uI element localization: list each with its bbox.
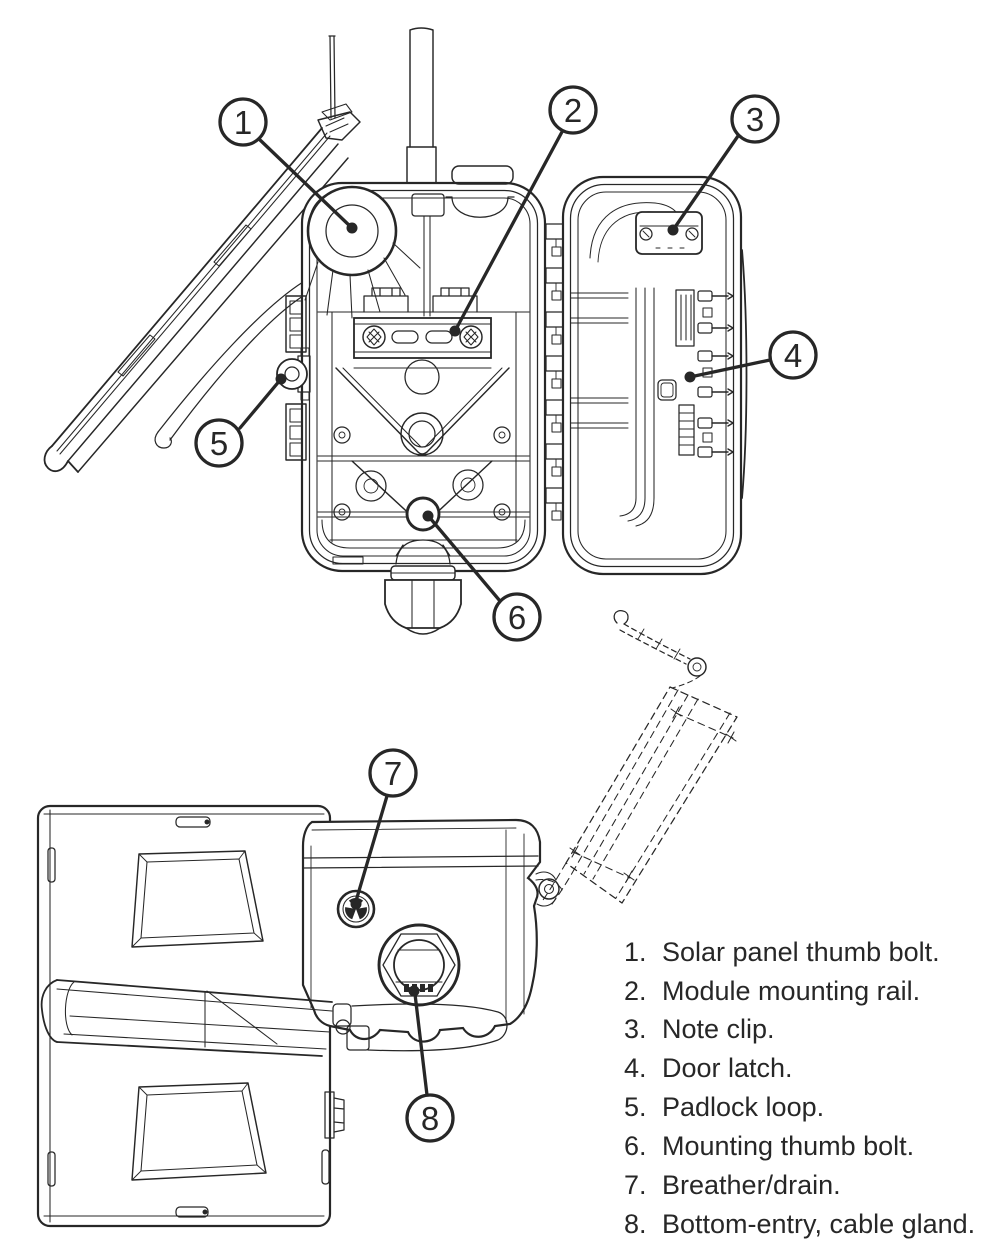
callout-2-number: 2 [563, 92, 583, 129]
callout-1-number: 1 [233, 104, 253, 141]
legend-item-5-label: Padlock loop. [662, 1092, 825, 1122]
callout-3-marker [732, 96, 778, 142]
callout-3-number: 3 [745, 101, 765, 138]
callout-8-marker [407, 1095, 453, 1141]
legend-item [624, 1053, 793, 1083]
panel-antenna [329, 36, 335, 118]
legend-item-6-label: Mounting thumb bolt. [662, 1131, 915, 1161]
callout-4-number: 4 [783, 337, 803, 374]
callout-6-number: 6 [507, 599, 527, 636]
callout-6-marker [494, 594, 540, 640]
callout-4-marker [770, 332, 816, 378]
legend-item-1-label: Solar panel thumb bolt. [662, 937, 940, 967]
callout-7-marker [370, 750, 416, 796]
legend-item-6-number: 6. [624, 1131, 647, 1161]
legend-item [624, 976, 920, 1006]
panel-support-arm [158, 282, 303, 432]
top-figure [45, 28, 747, 634]
callout-5-marker [196, 420, 242, 466]
legend [624, 937, 975, 1239]
callout-7-number: 7 [383, 755, 403, 792]
legend-item-8-label: Bottom-entry, cable gland. [662, 1209, 976, 1239]
legend-item-8-number: 8. [624, 1209, 647, 1239]
callout-5-number: 5 [209, 425, 229, 462]
door-dashed-outline [536, 687, 737, 904]
legend-item [624, 1170, 841, 1200]
legend-item-2-label: Module mounting rail. [662, 976, 921, 1006]
legend-item-1-number: 1. [624, 937, 647, 967]
legend-item-4-number: 4. [624, 1053, 647, 1083]
legend-item-7-number: 7. [624, 1170, 647, 1200]
top-bump [452, 166, 513, 184]
callout-2-marker [550, 87, 596, 133]
enclosure-bottom-view [303, 820, 559, 1042]
cable-gland-bottom [385, 566, 461, 634]
legend-item [624, 1092, 824, 1122]
legend-item-7-label: Breather/drain. [662, 1170, 841, 1200]
panel-slot-mark [118, 335, 155, 376]
strap [614, 611, 706, 688]
callout-1-marker [220, 99, 266, 145]
legend-item-3-label: Note clip. [662, 1014, 775, 1044]
legend-item-2-number: 2. [624, 976, 647, 1006]
legend-item-3-number: 3. [624, 1014, 647, 1044]
legend-item-5-number: 5. [624, 1092, 647, 1122]
callout-8-number: 8 [420, 1100, 440, 1137]
solar-panel-back-view [38, 806, 344, 1226]
enclosure-front-open [302, 166, 545, 571]
enclosure-door-open [563, 177, 747, 574]
legend-item-4-label: Door latch. [662, 1053, 793, 1083]
legend-item [624, 1209, 975, 1239]
antenna [402, 28, 441, 185]
legend-item [624, 937, 940, 967]
legend-item [624, 1014, 775, 1044]
legend-item [624, 1131, 914, 1161]
door-hinge-boss [536, 872, 559, 906]
panel-edge-latch [325, 1092, 344, 1138]
